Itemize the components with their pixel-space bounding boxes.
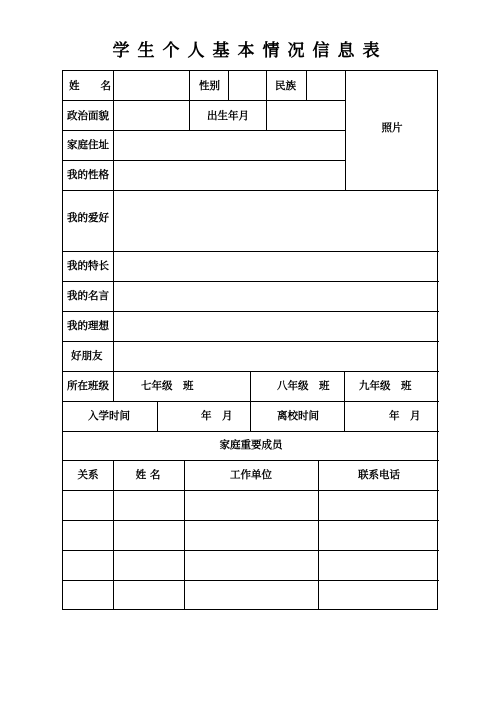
grade8-class: 八年级 班	[277, 380, 330, 392]
col-line	[113, 460, 114, 610]
col-line	[184, 460, 185, 610]
home-address-label: 家庭住址	[67, 139, 109, 151]
gender-field[interactable]	[229, 71, 266, 100]
leave-time-label: 离校时间	[277, 410, 319, 422]
row-line	[63, 460, 439, 461]
personality-field[interactable]	[114, 161, 345, 190]
birth-date-field[interactable]	[267, 101, 345, 130]
photo-field[interactable]	[346, 71, 439, 190]
ethnicity-field[interactable]	[307, 71, 345, 100]
motto-label: 我的名言	[67, 290, 109, 302]
home-address-field[interactable]	[114, 131, 345, 160]
hobbies-label: 我的爱好	[67, 212, 109, 224]
ideal-field[interactable]	[114, 312, 439, 341]
name-label: 姓 名	[69, 80, 111, 92]
col-line	[250, 371, 251, 401]
col-line	[189, 71, 190, 130]
row-line	[63, 520, 439, 521]
row-line	[63, 371, 439, 372]
hobbies-field[interactable]	[114, 191, 439, 251]
specialty-field[interactable]	[114, 252, 439, 281]
grade7-class: 七年级 班	[141, 380, 194, 392]
col-line	[318, 460, 319, 610]
best-friend-label: 好朋友	[71, 350, 103, 362]
row-line	[63, 580, 439, 581]
enroll-year-month: 年 月	[201, 410, 233, 422]
family-section-title: 家庭重要成员	[219, 439, 283, 451]
ideal-label: 我的理想	[67, 320, 109, 332]
political-status-field[interactable]	[114, 101, 189, 130]
col-line	[113, 371, 114, 401]
row-line	[63, 490, 439, 491]
col-line	[157, 401, 158, 431]
best-friend-field[interactable]	[114, 342, 439, 371]
class-label: 所在班级	[67, 380, 109, 392]
family-header-workplace: 工作单位	[230, 469, 272, 481]
leave-year-month: 年 月	[389, 410, 421, 422]
row-line	[63, 550, 439, 551]
personality-label: 我的性格	[67, 169, 109, 181]
motto-field[interactable]	[114, 282, 439, 311]
photo-label: 照片	[381, 122, 403, 134]
col-line	[344, 371, 345, 401]
political-status-label: 政治面貌	[67, 110, 109, 122]
row-line	[63, 431, 439, 432]
name-field[interactable]	[114, 71, 189, 100]
row-line	[63, 401, 439, 402]
col-line	[250, 401, 251, 431]
birth-date-label: 出生年月	[207, 110, 249, 122]
family-header-phone: 联系电话	[358, 469, 400, 481]
specialty-label: 我的特长	[67, 260, 109, 272]
enroll-time-label: 入学时间	[88, 410, 130, 422]
family-header-relation: 关系	[77, 469, 99, 481]
gender-label: 性别	[199, 80, 220, 92]
grade9-class: 九年级 班	[359, 380, 412, 392]
student-info-form	[62, 70, 438, 610]
col-line	[344, 401, 345, 431]
family-header-name: 姓 名	[135, 469, 161, 481]
ethnicity-label: 民族	[275, 80, 296, 92]
form-title: 学生个人基本情况信息表	[112, 41, 388, 61]
